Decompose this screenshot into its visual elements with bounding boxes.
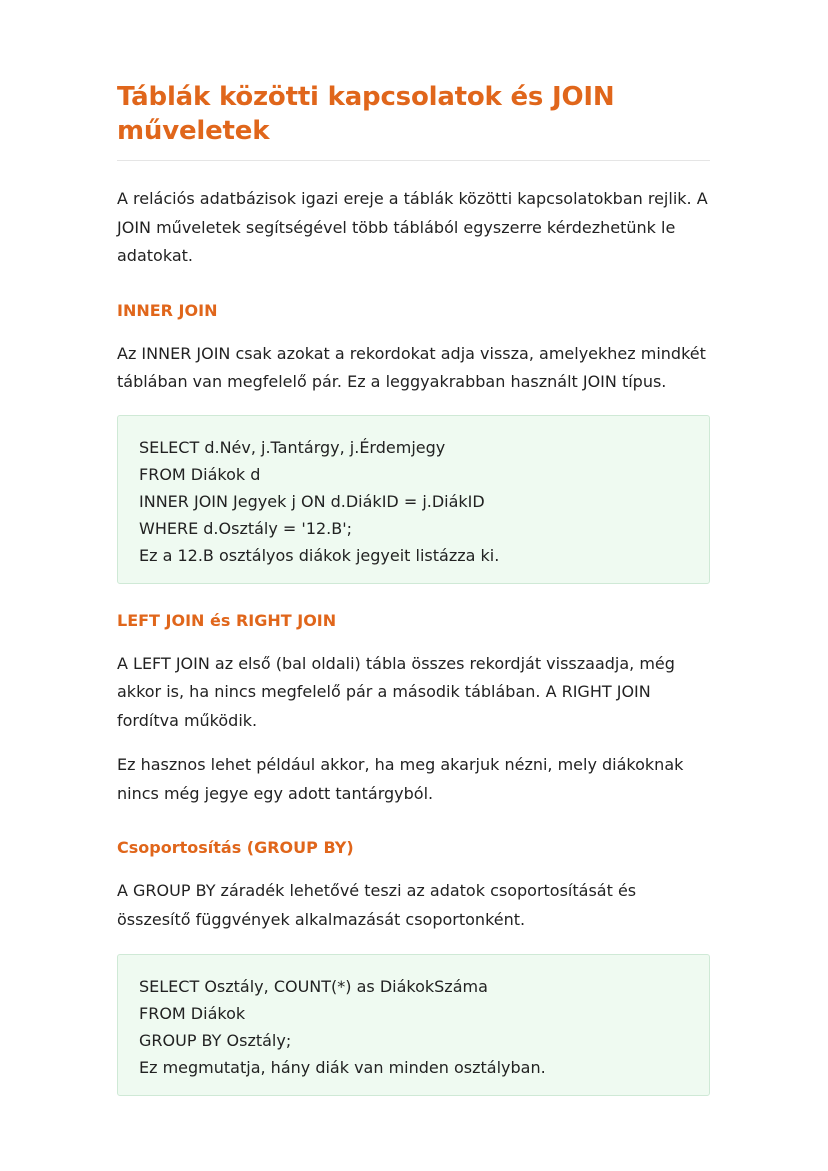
page-title: Táblák közötti kapcsolatok és JOIN műveletek xyxy=(117,82,615,146)
code-block-group-by xyxy=(117,954,710,1096)
group-by-paragraph: A GROUP BY záradék lehetővé teszi az adatok csoportosítását és összesítő függvények alkalmazását csoportonként. xyxy=(117,881,637,929)
code-line: WHERE d.Osztály = '12.B'; xyxy=(139,518,353,538)
intro-paragraph: A relációs adatbázisok igazi ereje a táblák közötti kapcsolatokban rejlik. A JOIN műveletek segítségével több táblából egyszerre kérdezhetünk le adatokat. xyxy=(117,189,708,265)
left-right-join-paragraph-1: A LEFT JOIN az első (bal oldali) tábla összes rekordját visszaadja, még akkor is, ha nincs megfelelő pár a második táblában. A RIGHT JOIN fordítva működik. xyxy=(117,653,675,730)
code-line: SELECT d.Név, j.Tantárgy, j.Érdemjegy xyxy=(139,437,446,457)
inner-join-paragraph: Az INNER JOIN csak azokat a rekordokat adja vissza, amelyekhez mindkét táblában van megfelelő pár. Ez a leggyakrabban használt JOIN típus. xyxy=(117,343,706,391)
code-line: FROM Diákok d xyxy=(139,464,261,484)
section-heading-group-by: Csoportosítás (GROUP BY) xyxy=(117,838,354,857)
section-heading-left-right-join: LEFT JOIN és RIGHT JOIN xyxy=(117,610,337,630)
code-line: GROUP BY Osztály; xyxy=(139,1031,292,1050)
title-divider xyxy=(117,160,710,161)
code-block-inner-join xyxy=(117,415,710,584)
code-line: INNER JOIN Jegyek j ON d.DiákID = j.DiákID xyxy=(139,491,485,511)
left-right-join-paragraph-2: Ez hasznos lehet például akkor, ha meg akarjuk nézni, mely diákoknak nincs még jegye egy adott tantárgyból. xyxy=(117,755,684,803)
code-line: FROM Diákok xyxy=(139,1004,246,1023)
code-line: Ez a 12.B osztályos diákok jegyeit listázza ki. xyxy=(139,545,500,565)
code-line: Ez megmutatja, hány diák van minden osztályban. xyxy=(139,1058,546,1077)
code-line: SELECT Osztály, COUNT(*) as DiákokSzáma xyxy=(139,977,488,996)
section-heading-inner-join: INNER JOIN xyxy=(117,300,218,320)
